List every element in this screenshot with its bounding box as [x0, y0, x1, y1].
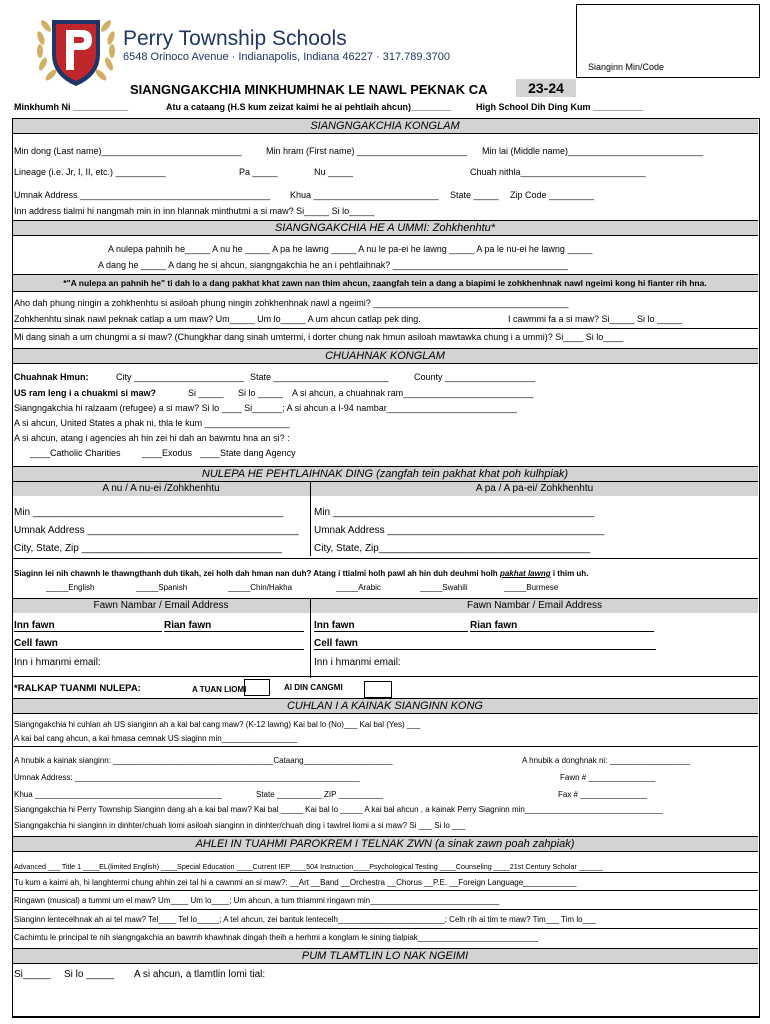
address-field[interactable]: Umnak Address ______________________________________ — [14, 190, 271, 200]
programs-options[interactable]: Advanced ___ Title 1 ____EL(limited English) ____Special Education ____Current IEP____504 Instruction____Psychological Testing ____Counseling ____21st Century Scholar ______ — [14, 862, 603, 871]
suspension-box — [12, 964, 760, 1017]
guardian-note: *"A nulepa an pahnih he" ti dah lo a dang pakhat khat zawn nan thim ahcun, zaangfah tein a dang a biapimi le zohkhenhnak nawl ngeimi kong hi fianter rih hna. — [12, 274, 758, 292]
born-outside-us-label: US ram leng i a chuakmi si maw? — [14, 388, 157, 398]
language-english[interactable]: _____English — [46, 583, 95, 592]
mother-contact-header: Fawn Nambar / Email Address — [12, 598, 310, 613]
mother-email-field[interactable]: Inn i hmanmi email: — [14, 657, 101, 668]
born-outside-yes[interactable]: Si _____ — [188, 388, 224, 398]
mother-home-phone[interactable]: Inn fawn — [14, 620, 162, 632]
programs-section-title: AHLEI IN TUAHMI PAROKREM I TELNAK ZWN (a sinak zawn poah zahpiak) — [12, 836, 758, 852]
zip-field[interactable]: Zip Code _________ — [510, 190, 595, 200]
language-question-emphasis: pakhat lawng — [499, 569, 551, 578]
custody-papers-field[interactable]: Zohkhenhtu sinak nawl peknak catlap a um maw? Um_____ Um lo_____ A um ahcun catlap pek ding. — [14, 314, 421, 324]
suspension-details-field[interactable]: A si ahcun, a tlamtlin lomi tial: — [134, 969, 266, 980]
birth-section-title: CHUAHNAK KONGLAM — [12, 348, 758, 364]
father-column-header: A pa / A pa-ei/ Zohkhenhtu — [311, 482, 758, 496]
school-year: 23-24 — [516, 79, 576, 97]
enrollment-date-field[interactable]: Minkhumh Ni ___________ — [14, 102, 129, 112]
mother-cell-phone[interactable]: Cell fawn — [14, 638, 304, 650]
father-cell-phone[interactable]: Cell fawn — [314, 638, 656, 650]
suspension-no[interactable]: Si lo _____ — [64, 969, 115, 980]
suspension-section-title: PUM TLAMTLIN LO NAK NGEIMI — [12, 948, 758, 964]
retired-checkbox[interactable] — [364, 681, 392, 698]
birth-country-field[interactable]: A si ahcun, a chuahnak ram__________________________ — [292, 388, 534, 398]
additional-info-field[interactable]: Cachimtu le principal te nih siangngakchia an bawmh khawhnak dingah theih a herhmi a konglam le sining tialpiak___________________________ — [14, 933, 538, 942]
last-school-field[interactable]: A hnubik a kainak sianginn: ____________________________________Cataang____________________ — [14, 756, 393, 765]
mother-column-header: A nu / A nu-ei /Zohkhenhtu — [12, 482, 310, 496]
foster-child-field[interactable]: I cawmmi fa a si maw? Si_____ Si lo _____ — [508, 314, 683, 324]
birthplace-label: Chuahnak Hmun: — [14, 372, 89, 382]
arrival-date-field[interactable]: A si ahcun, United States a phak ni, thla le kum _________________ — [14, 418, 290, 428]
classes-options[interactable]: Tu kum a kaimi ah, hi langhtermi chung ahhin zei tal hi a cawnmi an si maw?: __Art __Band __Orchestra __Chorus __P.E. __Foreign Language____________ — [14, 878, 577, 887]
lives-with-section-title: SIANGNGAKCHIA HE A UMMI: Zohkhenhtu* — [12, 220, 758, 236]
father-home-phone[interactable]: Inn fawn — [314, 620, 468, 632]
father-email-field[interactable]: Inn i hmanmi email: — [314, 657, 401, 668]
suspension-yes[interactable]: Si_____ — [14, 969, 51, 980]
code-label: Sianginn Min/Code — [588, 62, 665, 72]
mother-work-phone[interactable]: Rian fawn — [164, 620, 304, 632]
last-school-city-field[interactable]: Khua __________________________________________ — [14, 790, 222, 799]
father-contact-header: Fawn Nambar / Email Address — [311, 598, 758, 613]
agency-catholic[interactable]: ____Catholic Charities — [30, 448, 121, 458]
birth-county-field[interactable]: County __________________ — [414, 372, 536, 382]
living-elsewhere-field[interactable]: Mi dang sinah a um chungmi a si maw? (Chungkhar dang sinah umtermi, i dorter chung nak hmun asiloah mawtawka chung i a ummi)? Si____ Si lo____ — [14, 332, 624, 342]
school-name: Perry Township Schools — [123, 27, 347, 50]
language-spanish[interactable]: _____Spanish — [136, 583, 188, 592]
language-question-end: i thim uh. — [552, 569, 589, 578]
form-title: SIANGNGAKCHIA MINKHUMHNAK LE NAWL PEKNAK CA — [130, 82, 488, 97]
last-attended-date-field[interactable]: A hnubik a donghnak ni: __________________ — [522, 756, 690, 765]
attended-us-school-field[interactable]: Siangngakchia hi cuhlan ah US sianginn ah a kai bal cang maw? (K-12 lawng) Kai bal lo (No)___ Kai bal (Yes) ___ — [14, 720, 421, 729]
grade-field[interactable]: Atu a cataang (H.S kum zeizat kaimi he ai pehtlaih ahcun)________ — [166, 102, 452, 112]
student-section-title: SIANGNGAKCHIA KONGLAM — [12, 118, 758, 134]
agency-exodus[interactable]: ____Exodus — [142, 448, 193, 458]
father-work-phone[interactable]: Rian fawn — [470, 620, 654, 632]
language-chin[interactable]: _____Chin/Hakha — [228, 583, 293, 592]
address-verification[interactable]: Inn address tialmi hi nangmah min in inn hlannak minthutmi a si maw? Si_____ Si lo_____ — [14, 206, 375, 216]
birth-city-field[interactable]: City ______________________ — [116, 372, 245, 382]
musical-instrument-field[interactable]: Ringawn (musical) a tummi um el maw? Um____ Um lo____; Um ahcun, a tum thiammi ringawn min_____________________________ — [14, 896, 500, 905]
lives-with-options[interactable]: A nulepa pahnih he_____ A nu he _____ A pa he lawng _____ A nu le pa-ei he lawng _____ A pa le nu-ei he lawng _____ — [108, 244, 593, 254]
school-address: 6548 Orinoco Avenue · Indianapolis, Indiana 46227 · 317.789.3700 — [123, 51, 450, 63]
language-swahili[interactable]: _____Swahili — [420, 583, 468, 592]
last-school-state-field[interactable]: State __________ — [256, 790, 322, 799]
language-burmese[interactable]: _____Burmese — [504, 583, 559, 592]
city-field[interactable]: Khua _________________________ — [290, 190, 439, 200]
military-parent-label: *RALKAP TUANMI NULEPA: — [14, 683, 141, 694]
perry-school-field[interactable]: Siangngakchia hi Perry Township Sianginn dang ah a kai bal maw? Kai bal _____ Kai bal lo _____ A kai bal ahcun , a kainak Perry Siagninn min_______________________________ — [14, 805, 663, 814]
last-school-fax-field[interactable]: Fax # _______________ — [558, 790, 647, 799]
born-outside-no[interactable]: Si lo _____ — [238, 388, 284, 398]
sports-field[interactable]: Sianginn lentecelhnak ah ai tel maw? Tel____ Tel lo_____; A tel ahcun, zei bantuk lentecelh________________________; Celh rih ai tim te maw? Tim___ Tim lo___ — [14, 915, 596, 924]
first-name-field[interactable]: Min hram (First name) ______________________ — [266, 146, 468, 156]
legal-guardian-field[interactable]: Aho dah phung ningin a zohkhenhtu si asiloah phung ningin zohkhenhnak nawl a ngeimi? _______________________________________ — [14, 298, 569, 308]
active-duty-checkbox[interactable] — [244, 679, 270, 696]
mother-name-field[interactable]: Min _____________________________________________ — [14, 507, 284, 518]
graduation-year-field[interactable]: High School Dih Ding Kum __________ — [476, 102, 644, 112]
birth-state-field[interactable]: State _______________________ — [250, 372, 389, 382]
refugee-field[interactable]: Siangngakchia hi ralzaam (refugee) a si maw? Si lo ____ Si______; A si ahcun a I-94 nambar__________________________ — [14, 403, 517, 413]
lives-with-other[interactable]: A dang he _____ A dang he si ahcun, siangngakchia he an i pehtlaihnak? ___________________________________ — [98, 260, 568, 270]
first-us-school-field[interactable]: A kai bal cang ahcun, a kai hmasa cemnak US siaginn min_________________ — [14, 734, 298, 743]
agency-question: A si ahcun, atang i agencies ah hin zei hi dah an bawmtu hna an si? : — [14, 433, 290, 443]
parents-section-title: NULEPA HE PEHTLAIHNAK DING (zangfah tein pakhat khat poh kulhpiak) — [12, 466, 758, 482]
last-name-field[interactable]: Min dong (Last name)____________________________ — [14, 146, 242, 156]
language-question — [14, 569, 588, 578]
agency-other[interactable]: ____State dang Agency — [200, 448, 296, 458]
expulsion-field[interactable]: Siangngakchia hi sianginn in dinhter/chuah liomi asiloah sianginn in dinhter/chuah ding i tawlrel liomi a si maw? Si ___ Si lo ___ — [14, 821, 466, 830]
code-box[interactable] — [576, 4, 760, 78]
mother-city-field[interactable]: City, State, Zip ____________________________________ — [14, 543, 282, 554]
language-arabic[interactable]: _____Arabic — [336, 583, 381, 592]
middle-name-field[interactable]: Min lai (Middle name)___________________________ — [482, 146, 704, 156]
last-school-zip-field[interactable]: ZIP __________ — [324, 790, 384, 799]
last-school-phone-field[interactable]: Fawn # _______________ — [560, 773, 656, 782]
birthdate-field[interactable]: Chuah nithla_________________________ — [470, 167, 646, 177]
female-field[interactable]: Nu _____ — [314, 167, 354, 177]
male-field[interactable]: Pa _____ — [239, 167, 278, 177]
father-city-field[interactable]: City, State, Zip______________________________________ — [314, 543, 591, 554]
father-name-field[interactable]: Min _______________________________________________ — [314, 507, 595, 518]
active-duty-label: A TUAN LIOMI — [192, 685, 247, 694]
school-logo — [30, 6, 122, 92]
father-address-field[interactable]: Umnak Address _______________________________________ — [314, 525, 605, 536]
last-school-address-field[interactable]: Umnak Address: ________________________________________________________________ — [14, 773, 360, 782]
previous-school-section-title: CUHLAN I A KAINAK SIANGINN KONG — [12, 698, 758, 714]
lineage-field[interactable]: Lineage (i.e. Jr, I, II, etc.) __________ — [14, 167, 166, 177]
mother-address-field[interactable]: Umnak Address ______________________________________ — [14, 525, 299, 536]
state-field[interactable]: State _____ — [450, 190, 499, 200]
language-question-text: Siaginn lei nih chawnh le thawngthanh duh tikah, zei holh dah hman nan duh? Atang i ttialmi holh pawl ah hin duh deuhmi holh — [14, 569, 498, 578]
retired-label: AI DIN CANGMI — [284, 683, 343, 692]
